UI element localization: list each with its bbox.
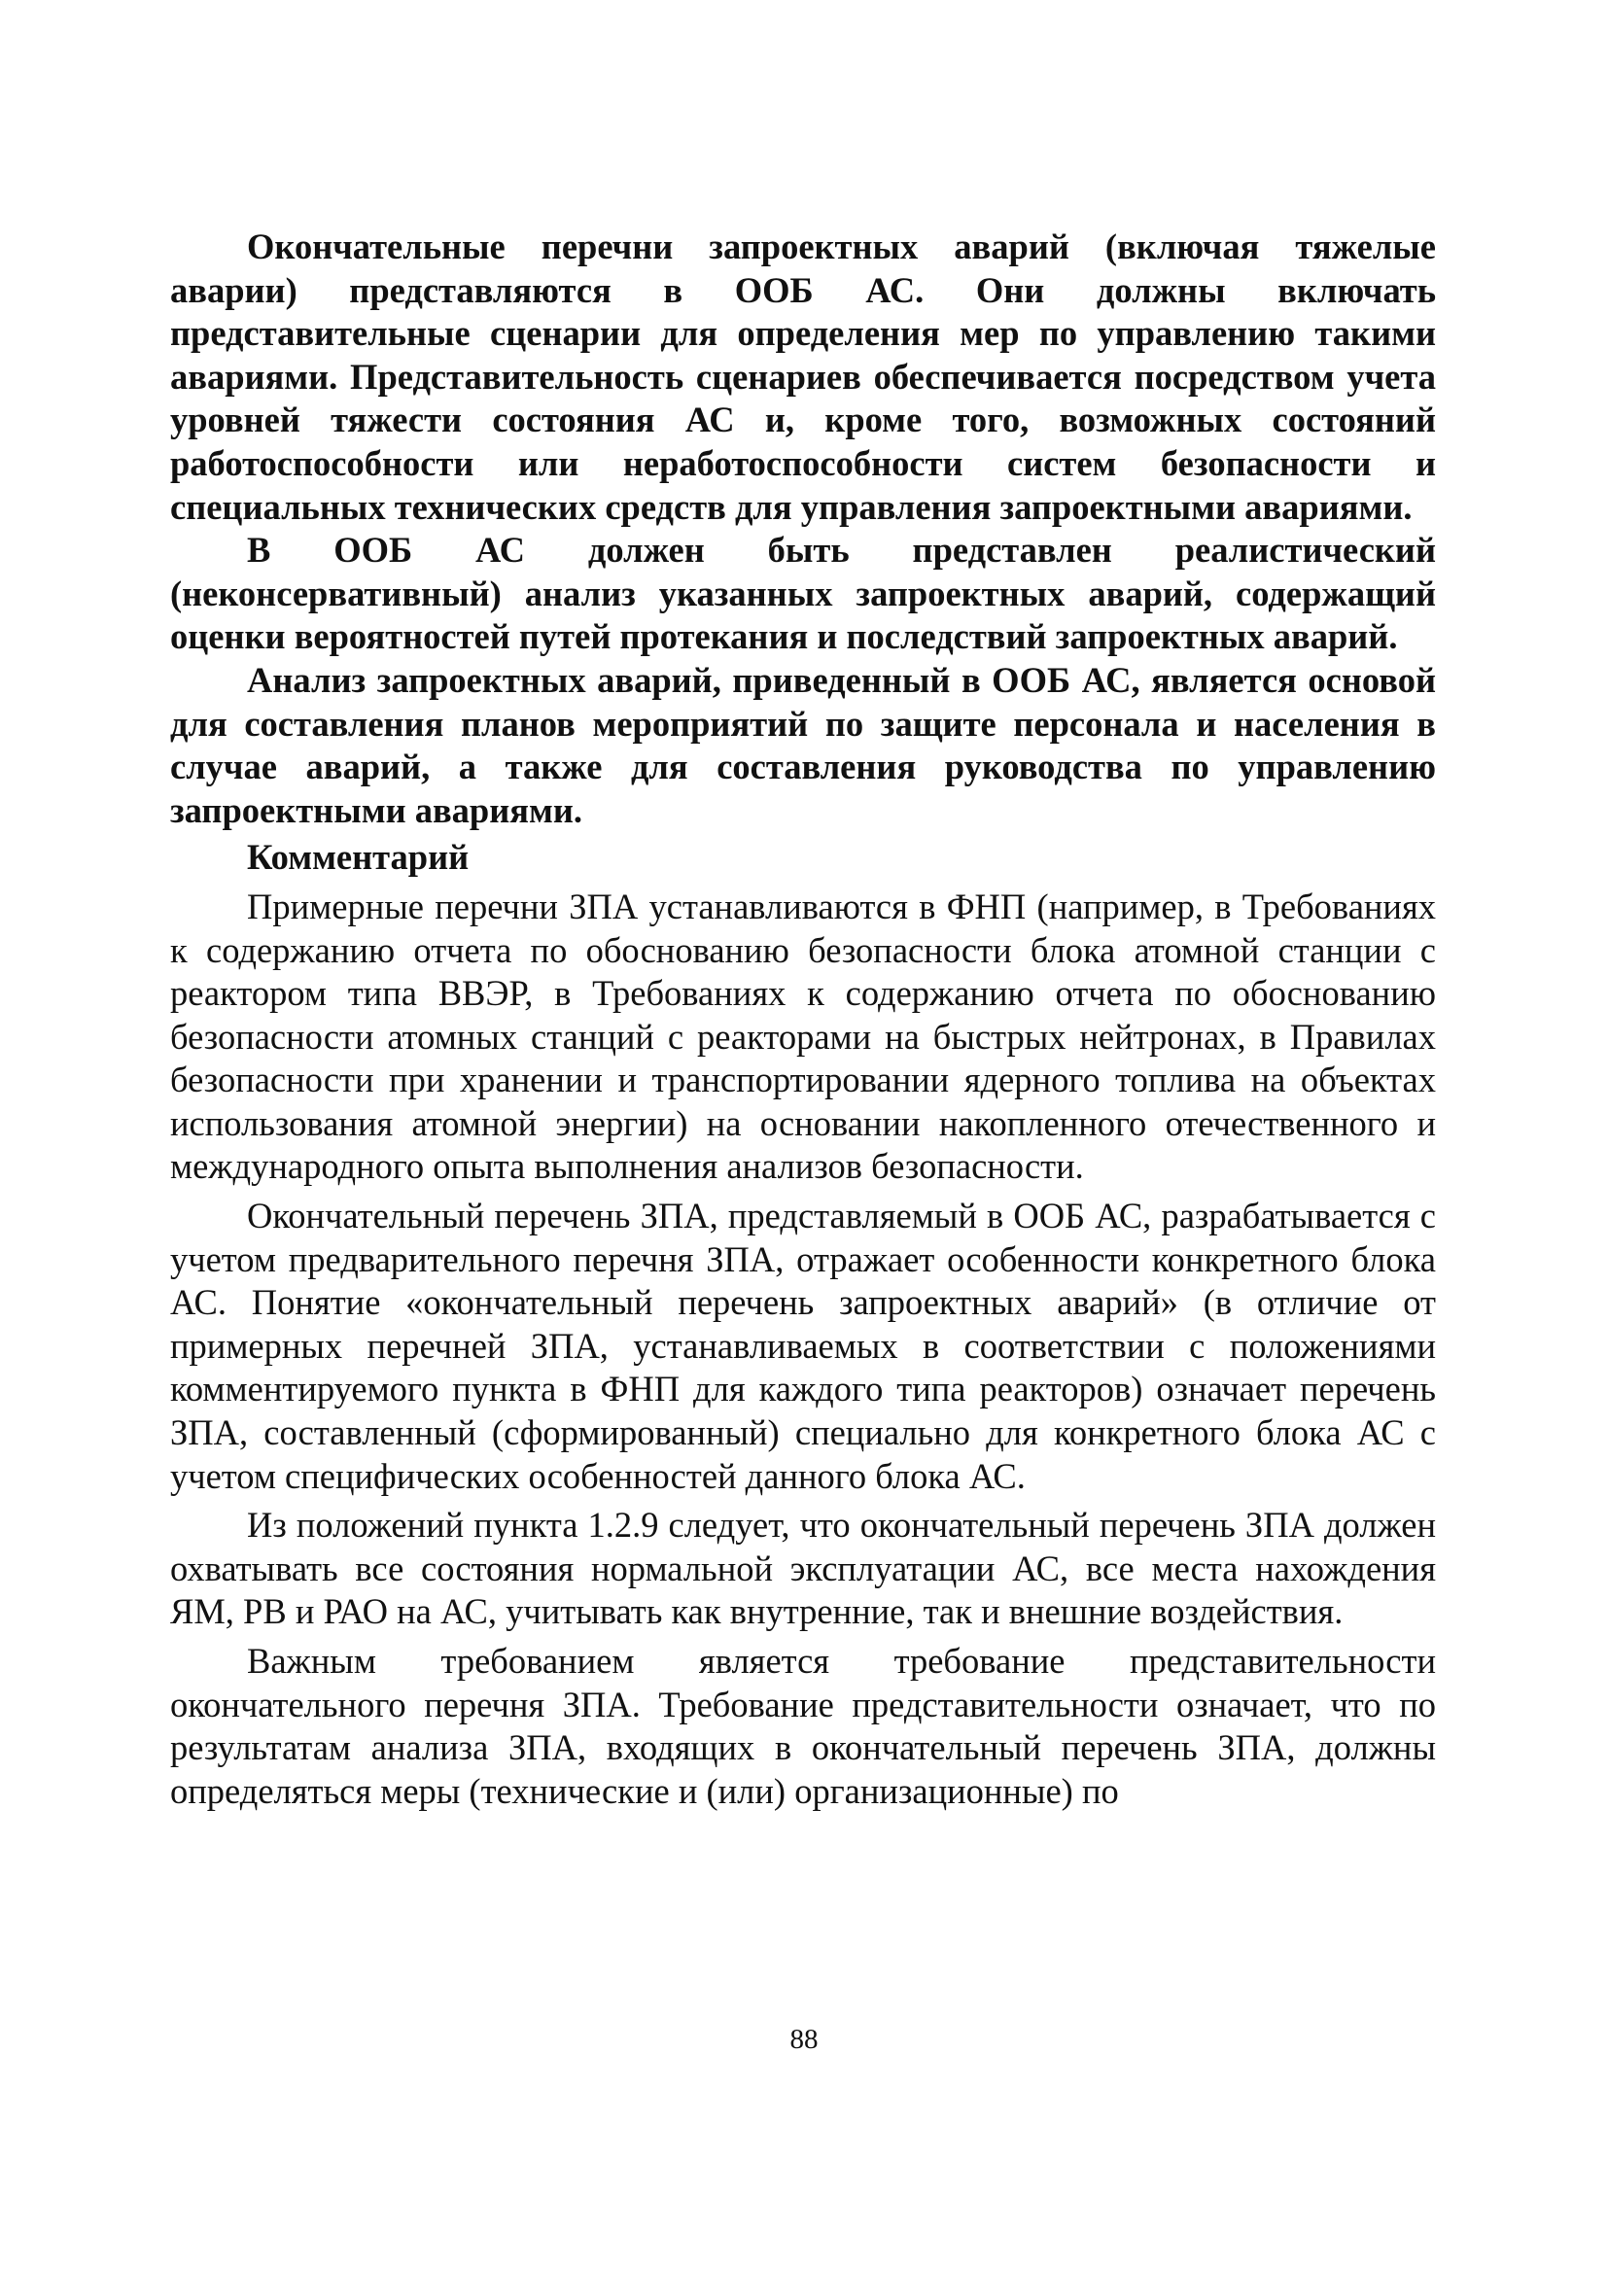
comment-heading: Комментарий <box>247 837 470 878</box>
paragraph-realistic-analysis: В ООБ АС должен быть представлен реалистический (неконсервативный) анализ указанных запроектных аварий, содержащий оценки вероятностей путей протекания и последствий запроектных аварий. <box>170 530 1436 657</box>
page-body <box>170 226 1436 1813</box>
paragraph-analysis-basis: Анализ запроектных аварий, приведенный в ООБ АС, является основой для составления планов мероприятий по защите персонала и населения в случае аварий, а также для составления руководства по управлению запроектными авариями. <box>170 659 1436 830</box>
paragraph-coverage: Из положений пункта 1.2.9 следует, что окончательный перечень ЗПА должен охватывать все состояния нормальной эксплуатации АС, все места нахождения ЯМ, РВ и РАО на АС, учитывать как внутренние, так и внешние воздействия. <box>170 1505 1436 1632</box>
paragraph-final-lists: Окончательные перечни запроектных аварий (включая тяжелые аварии) представляются в ООБ АС. Они должны включать представительные сценарии для определения мер по управлению такими авариями. Представительность сценариев обеспечивается посредством учета уровней тяжести состояния АС и, кроме того, возможных состояний работоспособности или неработоспособности систем безопасности и специальных технических средств для управления запроектными авариями. <box>170 226 1436 527</box>
paragraph-final-list-development: Окончательный перечень ЗПА, представляемый в ООБ АС, разрабатывается с учетом предварительного перечня ЗПА, отражает особенности конкретного блока АС. Понятие «окончательный перечень запроектных аварий» (в отличие от примерных перечней ЗПА, устанавливаемых в соответствии с положениями комментируемого пункта в ФНП для каждого типа реакторов) означает перечень ЗПА, составленный (сформированный) специально для конкретного блока АС с учетом специфических особенностей данного блока АС. <box>170 1196 1436 1496</box>
paragraph-representativeness: Важным требованием является требование представительности окончательного перечня ЗПА. Требование представительности означает, что по результатам анализа ЗПА, входящих в окончательный перечень ЗПА, должны определяться меры (технические и (или) организационные) по <box>170 1641 1436 1811</box>
paragraph-example-lists: Примерные перечни ЗПА устанавливаются в ФНП (например, в Требованиях к содержанию отчета по обоснованию безопасности блока атомной станции с реактором типа ВВЭР, в Требованиях к содержанию отчета по обоснованию безопасности атомных станций с реакторами на быстрых нейтронах, в Правилах безопасности при хранении и транспортировании ядерного топлива на объектах использования атомной энергии) на основании накопленного отечественного и международного опыта выполнения анализов безопасности. <box>170 886 1436 1187</box>
page-number: 88 <box>789 2024 819 2055</box>
